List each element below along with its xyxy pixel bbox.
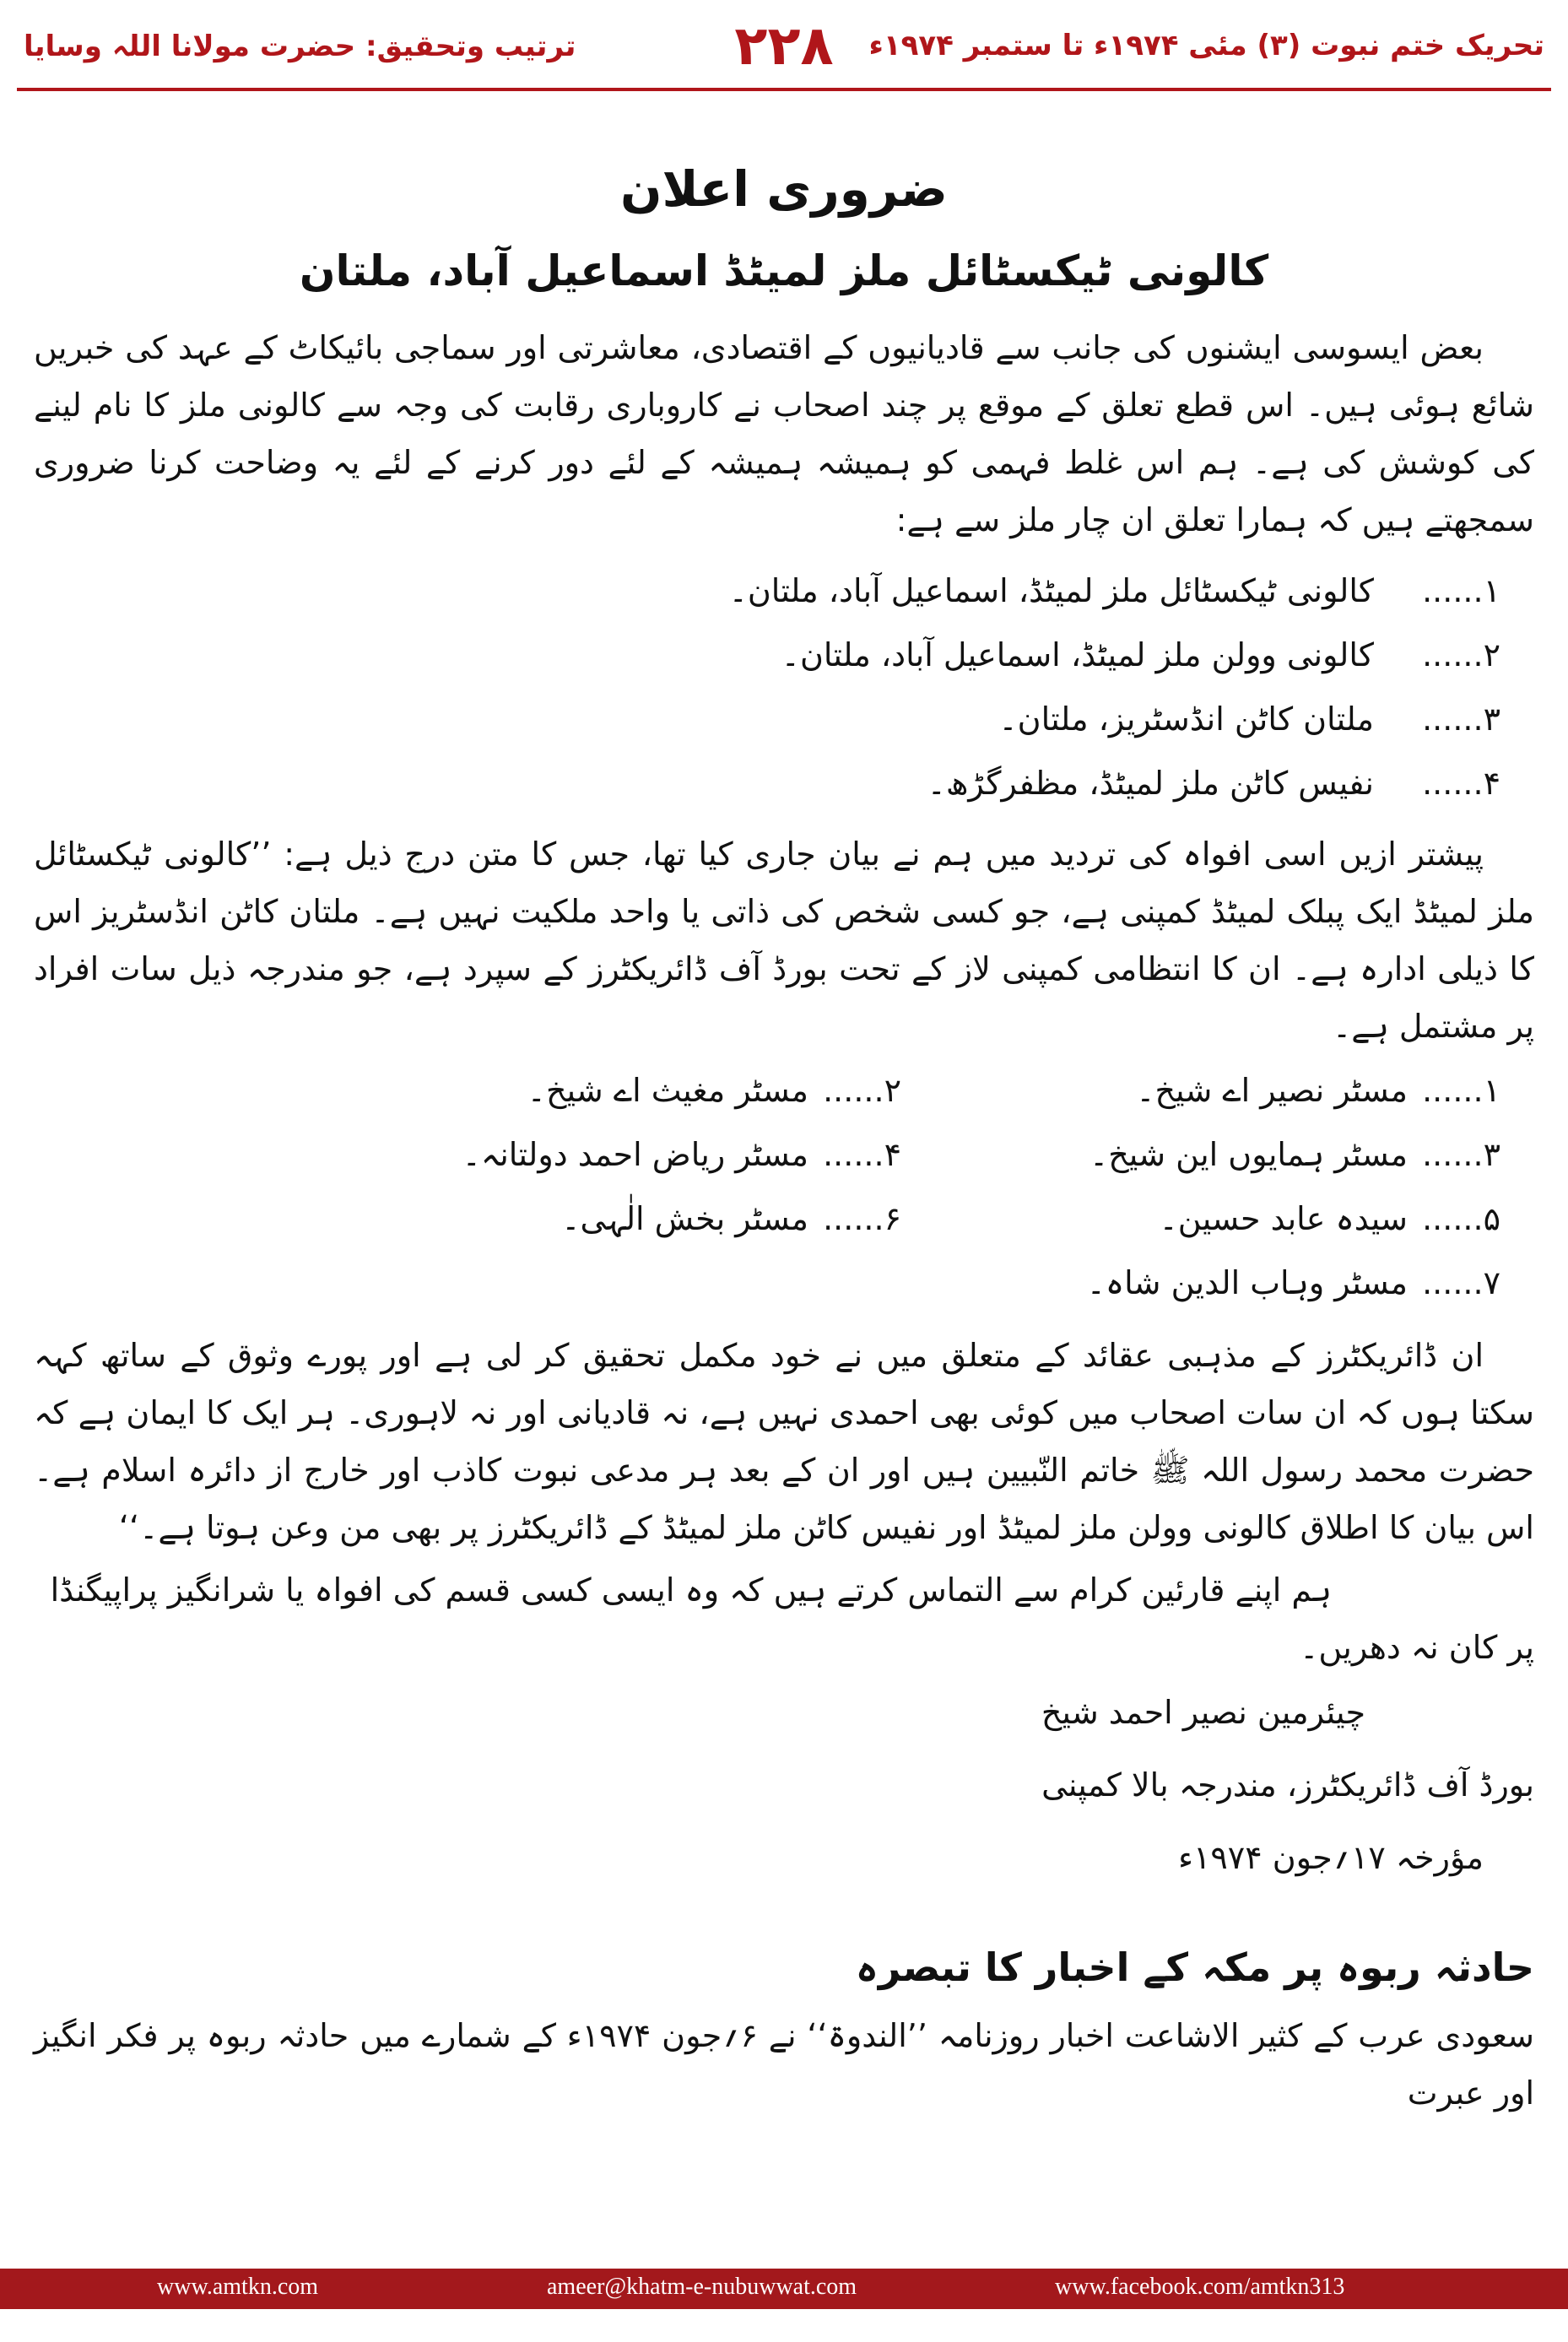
list-number: ۳......: [1422, 700, 1500, 738]
director-name: مسٹر مغیث اے شیخ۔: [527, 1072, 808, 1109]
page-header: [0, 0, 1568, 95]
section-text: سعودی عرب کے کثیر الاشاعت اخبار روزنامہ ’’الندوۃ‘‘ نے ۶؍جون ۱۹۷۴ء کے شمارے میں حادثہ ربوہ پر فکر انگیز اور عبرت: [34, 2017, 1535, 2112]
article-title: ضروری اعلان: [620, 160, 948, 218]
statement-date: مؤرخہ ۱۷؍جون ۱۹۷۴ء: [1178, 1839, 1484, 1876]
director-name: مسٹر ریاض احمد دولتانہ۔: [462, 1136, 808, 1173]
appeal-paragraph: ہم اپنے قارئین کرام سے التماس کرتے ہیں کہ وہ ایسی کسی قسم کی افواہ یا شرانگیز پراپیگنڈا پر کان نہ دھریں۔: [50, 1571, 1534, 1666]
intro-paragraph: بعض ایسوسی ایشنوں کی جانب سے قادیانیوں کے اقتصادی، معاشرتی اور سماجی بائیکاٹ کے عہد کی خبریں شائع ہوئی ہیں۔ اس قطع تعلق کے موقع پر چند اصحاب نے کاروباری رقابت کی وجہ سے کالونی ملز کا نام لینے کی کوشش کی ہے۔ ہم اس غلط فہمی کو ہمیشہ ہمیشہ کے لئے دور کرنے کے لئے یہ وضاحت کرنا ضروری سمجھتے ہیں کہ ہمارا تعلق ان چار ملز سے ہے:: [34, 329, 1534, 538]
director-name: مسٹر نصیر اے شیخ۔: [1136, 1072, 1408, 1109]
list-item: [34, 628, 1534, 682]
section-title: حادثہ ربوہ پر مکہ کے اخبار کا تبصرہ: [855, 1944, 1534, 1990]
book-title: تحریک ختم نبوت (۳) مئی ۱۹۷۴ء تا ستمبر ۱۹۷۴ء: [868, 29, 1544, 62]
directors-list: [34, 1063, 1534, 1310]
list-text: کالونی وولن ملز لمیٹڈ، اسماعیل آباد، ملتان۔: [781, 636, 1374, 673]
page-footer: [0, 2269, 1568, 2309]
list-text: کالونی ٹیکسٹائل ملز لمیٹڈ، اسماعیل آباد، ملتان۔: [728, 572, 1374, 609]
list-text: ملتان کاٹن انڈسٹریز، ملتان۔: [998, 700, 1374, 738]
list-number: ۶......: [823, 1200, 901, 1237]
email-link[interactable]: ameer@khatm-e-nubuwwat.com: [547, 2274, 857, 2300]
signatory: چیئرمین نصیر احمد شیخ: [1041, 1694, 1365, 1731]
director-name: مسٹر وہاب الدین شاہ۔: [1086, 1264, 1408, 1301]
article-subtitle: کالونی ٹیکسٹائل ملز لمیٹڈ اسماعیل آباد، ملتان: [299, 246, 1269, 295]
verification-statement: ان ڈائریکٹرز کے مذہبی عقائد کے متعلق میں نے خود مکمل تحقیق کر لی ہے اور پورے وثوق کے ساتھ کہہ سکتا ہوں کہ ان سات اصحاب میں کوئی بھی احمدی نہیں ہے، نہ قادیانی اور نہ لاہوری۔ ہر ایک کا ایمان ہے کہ حضرت محمد رسول اللہ ﷺ خاتم النّبیین ہیں اور ان کے بعد ہر مدعی نبوت کاذب اور خارج از دائرہ اسلام ہے۔ اس بیان کا اطلاق کالونی وولن ملز لمیٹڈ اور نفیس کاٹن ملز لمیٹڈ کے ڈائریکٹرز پر بھی من وعن ہوتا ہے۔‘‘: [34, 1337, 1534, 1546]
mills-list: [34, 564, 1534, 810]
list-item: [34, 756, 1534, 810]
list-number: ۱......: [1422, 572, 1500, 609]
website-link[interactable]: www.amtkn.com: [157, 2274, 319, 2300]
director-name: مسٹر بخش الٰہی۔: [561, 1200, 808, 1237]
list-item: [34, 564, 1534, 618]
board-line: بورڈ آف ڈائریکٹرز، مندرجہ بالا کمپنی: [1041, 1766, 1534, 1804]
director-name: مسٹر ہمایوں این شیخ۔: [1089, 1136, 1408, 1173]
page-number: ۲۲۸: [734, 15, 834, 78]
list-number: ۵......: [1422, 1200, 1500, 1237]
list-number: ۴......: [823, 1136, 901, 1173]
header-divider: [17, 88, 1551, 91]
list-number: ۲......: [1422, 636, 1500, 673]
compiler-credit: ترتیب وتحقیق: حضرت مولانا اللہ وسایا: [24, 30, 576, 63]
list-number: ۲......: [823, 1072, 901, 1109]
list-number: ۱......: [1422, 1072, 1500, 1109]
list-item: [34, 692, 1534, 746]
list-text: نفیس کاٹن ملز لمیٹڈ، مظفرگڑھ۔: [927, 765, 1374, 802]
list-number: ۴......: [1422, 765, 1500, 802]
list-number: ۷......: [1422, 1264, 1500, 1301]
director-name: سیدہ عابد حسین۔: [1159, 1200, 1408, 1237]
previous-statement: پیشتر ازیں اسی افواہ کی تردید میں ہم نے بیان جاری کیا تھا، جس کا متن درج ذیل ہے: ’’کالونی ٹیکسٹائل ملز لمیٹڈ ایک پبلک لمیٹڈ کمپنی ہے، جو کسی شخص کی ذاتی یا واحد ملکیت نہیں ہے۔ ملتان کاٹن انڈسٹریز اس کا ذیلی ادارہ ہے۔ ان کا انتظامی کمپنی لاز کے تحت بورڈ آف ڈائریکٹرز کے سپرد ہے، جو مندرجہ ذیل سات افراد پر مشتمل ہے۔: [34, 836, 1534, 1045]
list-number: ۳......: [1422, 1136, 1500, 1173]
article: [34, 160, 1534, 2122]
facebook-link[interactable]: www.facebook.com/amtkn313: [1055, 2274, 1345, 2300]
